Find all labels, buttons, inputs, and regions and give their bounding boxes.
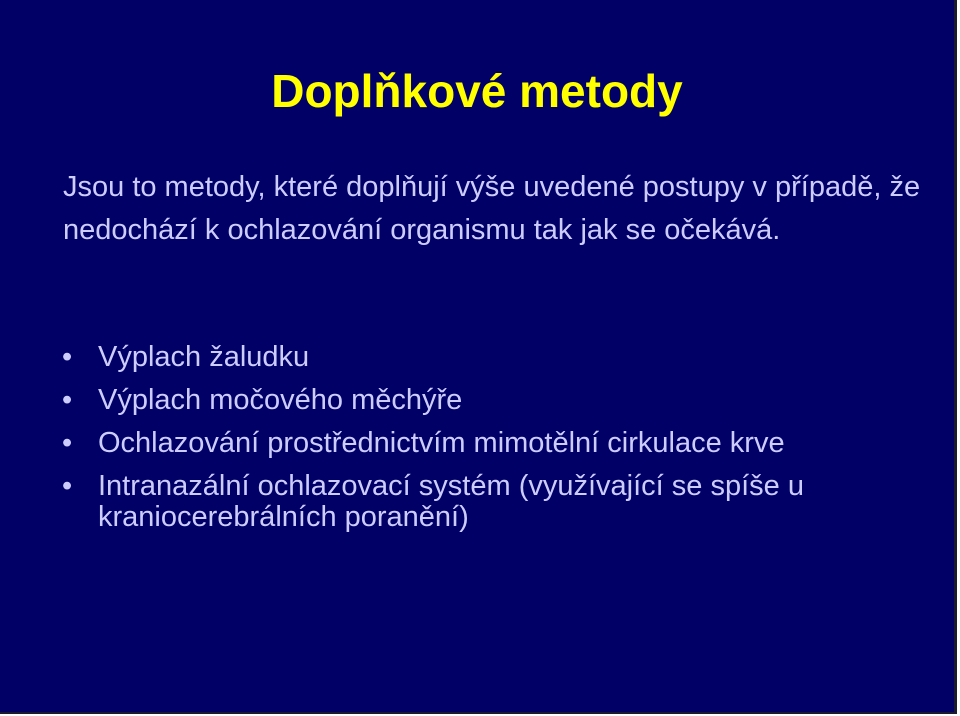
bullet-item: [0, 342, 940, 373]
bullet-item: [0, 428, 940, 459]
bullet-icon: •: [62, 470, 73, 502]
bullet-item: [0, 471, 940, 533]
bullet-text: Ochlazování prostřednictvím mimotělní cirkulace krve: [98, 427, 785, 459]
bullet-icon: •: [62, 341, 73, 373]
slide-title: Doplňkové metody: [271, 65, 683, 117]
bullet-icon: •: [62, 427, 73, 459]
bullet-text: Intranazální ochlazovací systém (využívající se spíše u kraniocerebrálních poranění): [98, 470, 804, 533]
intro-paragraph: Jsou to metody, které doplňují výše uvedené postupy v případě, že nedochází k ochlazování organismu tak jak se očekává.: [63, 171, 921, 246]
bullet-text: Výplach žaludku: [98, 341, 310, 373]
bullet-list: [0, 342, 940, 545]
bullet-icon: •: [62, 384, 73, 416]
bullet-text: Výplach močového měchýře: [98, 384, 463, 416]
bullet-item: [0, 385, 940, 416]
